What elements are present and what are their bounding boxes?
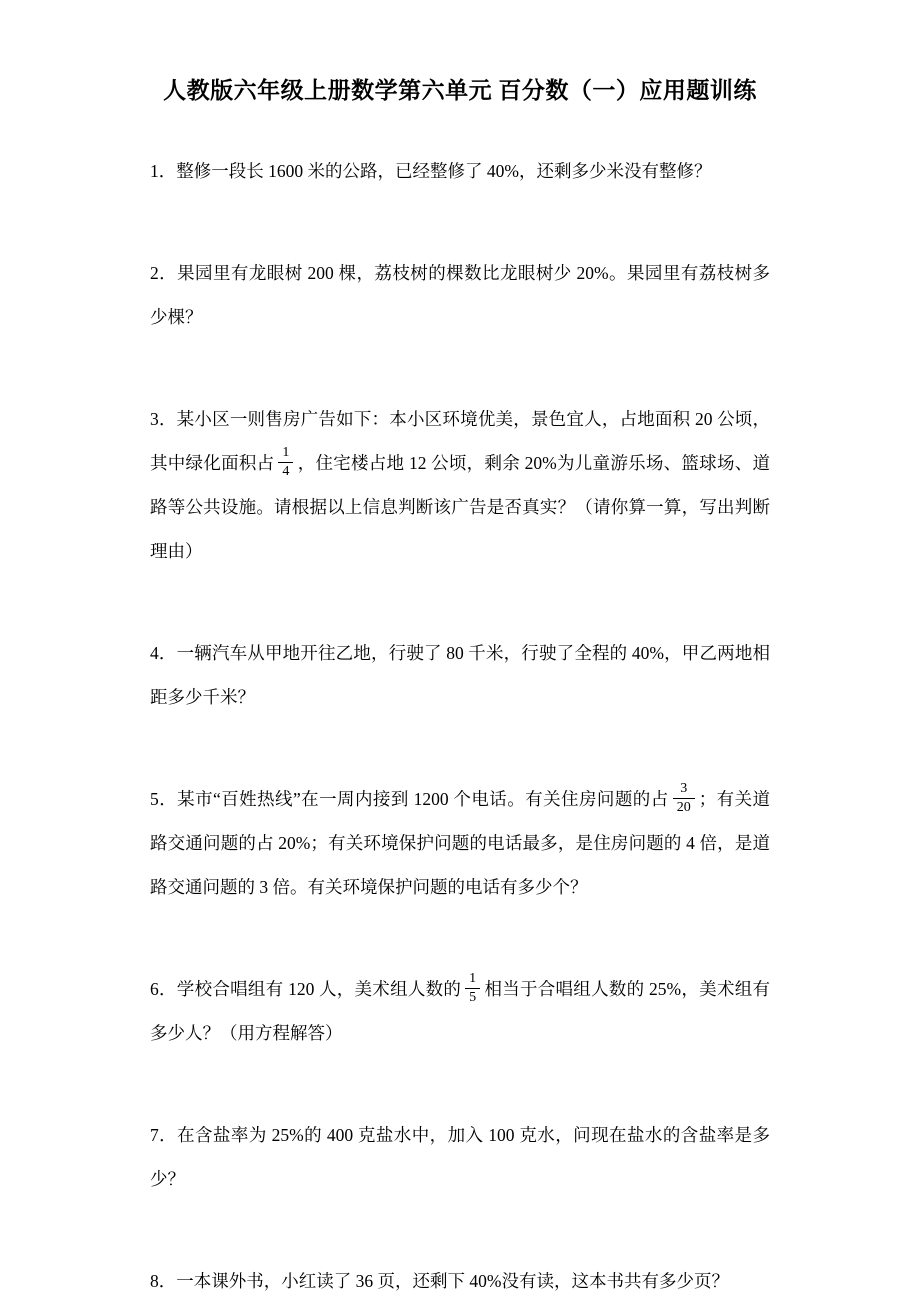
problem-text: 相当于合唱组人数的 25%，美术组有多少人？（用方程解答）: [150, 979, 770, 1043]
problem-6: [150, 967, 770, 1055]
problem-text: 3．某小区一则售房广告如下：本小区环境优美，景色宜人，占地面积 20 公顷，其中绿化面积占: [150, 409, 770, 473]
problem-2: [150, 251, 770, 339]
problem-text: ，住宅楼占地 12 公顷，剩余 20%为儿童游乐场、篮球场、道路等公共设施。请根据以上信息判断该广告是否真实？（请你算一算，写出判断理由）: [150, 453, 771, 561]
fraction: [465, 972, 480, 1005]
problem-text: ；有关道路交通问题的占 20%；有关环境保护问题的电话最多，是住房问题的 4 倍，是道路交通问题的 3 倍。有关环境保护问题的电话有多少个？: [150, 789, 771, 897]
problem-5: [150, 777, 770, 909]
fraction-numerator: 3: [673, 782, 695, 799]
problem-1: [150, 149, 770, 193]
problem-text: 5．某市“百姓热线”在一周内接到 1200 个电话。有关住房问题的占: [150, 789, 669, 809]
problem-7: [150, 1113, 770, 1201]
problem-text: 4．一辆汽车从甲地开往乙地，行驶了 80 千米，行驶了全程的 40%，甲乙两地相距多少千米？: [150, 643, 770, 707]
fraction-numerator: 1: [278, 446, 293, 463]
fraction-denominator: 20: [676, 800, 691, 816]
fraction-denominator: 4: [282, 464, 290, 480]
problem-8: [150, 1259, 770, 1302]
fraction: [673, 782, 695, 815]
problem-text: 2．果园里有龙眼树 200 棵，荔枝树的棵数比龙眼树少 20%。果园里有荔枝树多少棵？: [150, 263, 770, 327]
fraction-numerator: 1: [465, 972, 480, 989]
fraction: [278, 446, 293, 479]
problems: [150, 149, 770, 1302]
problem-text: 1．整修一段长 1600 米的公路，已经整修了 40%，还剩多少米没有整修？: [150, 161, 712, 181]
problem-3: [150, 397, 770, 573]
problem-text: 6．学校合唱组有 120 人，美术组人数的: [150, 979, 462, 999]
problem-text: 8．一本课外书，小红读了 36 页，还剩下 40%没有读，这本书共有多少页？: [150, 1271, 729, 1291]
problem-4: [150, 631, 770, 719]
fraction-denominator: 5: [469, 990, 477, 1006]
problem-text: 7．在含盐率为 25%的 400 克盐水中，加入 100 克水，问现在盐水的含盐率是多少？: [150, 1125, 770, 1189]
page-title: 人教版六年级上册数学第六单元 百分数（一）应用题训练: [163, 78, 757, 103]
